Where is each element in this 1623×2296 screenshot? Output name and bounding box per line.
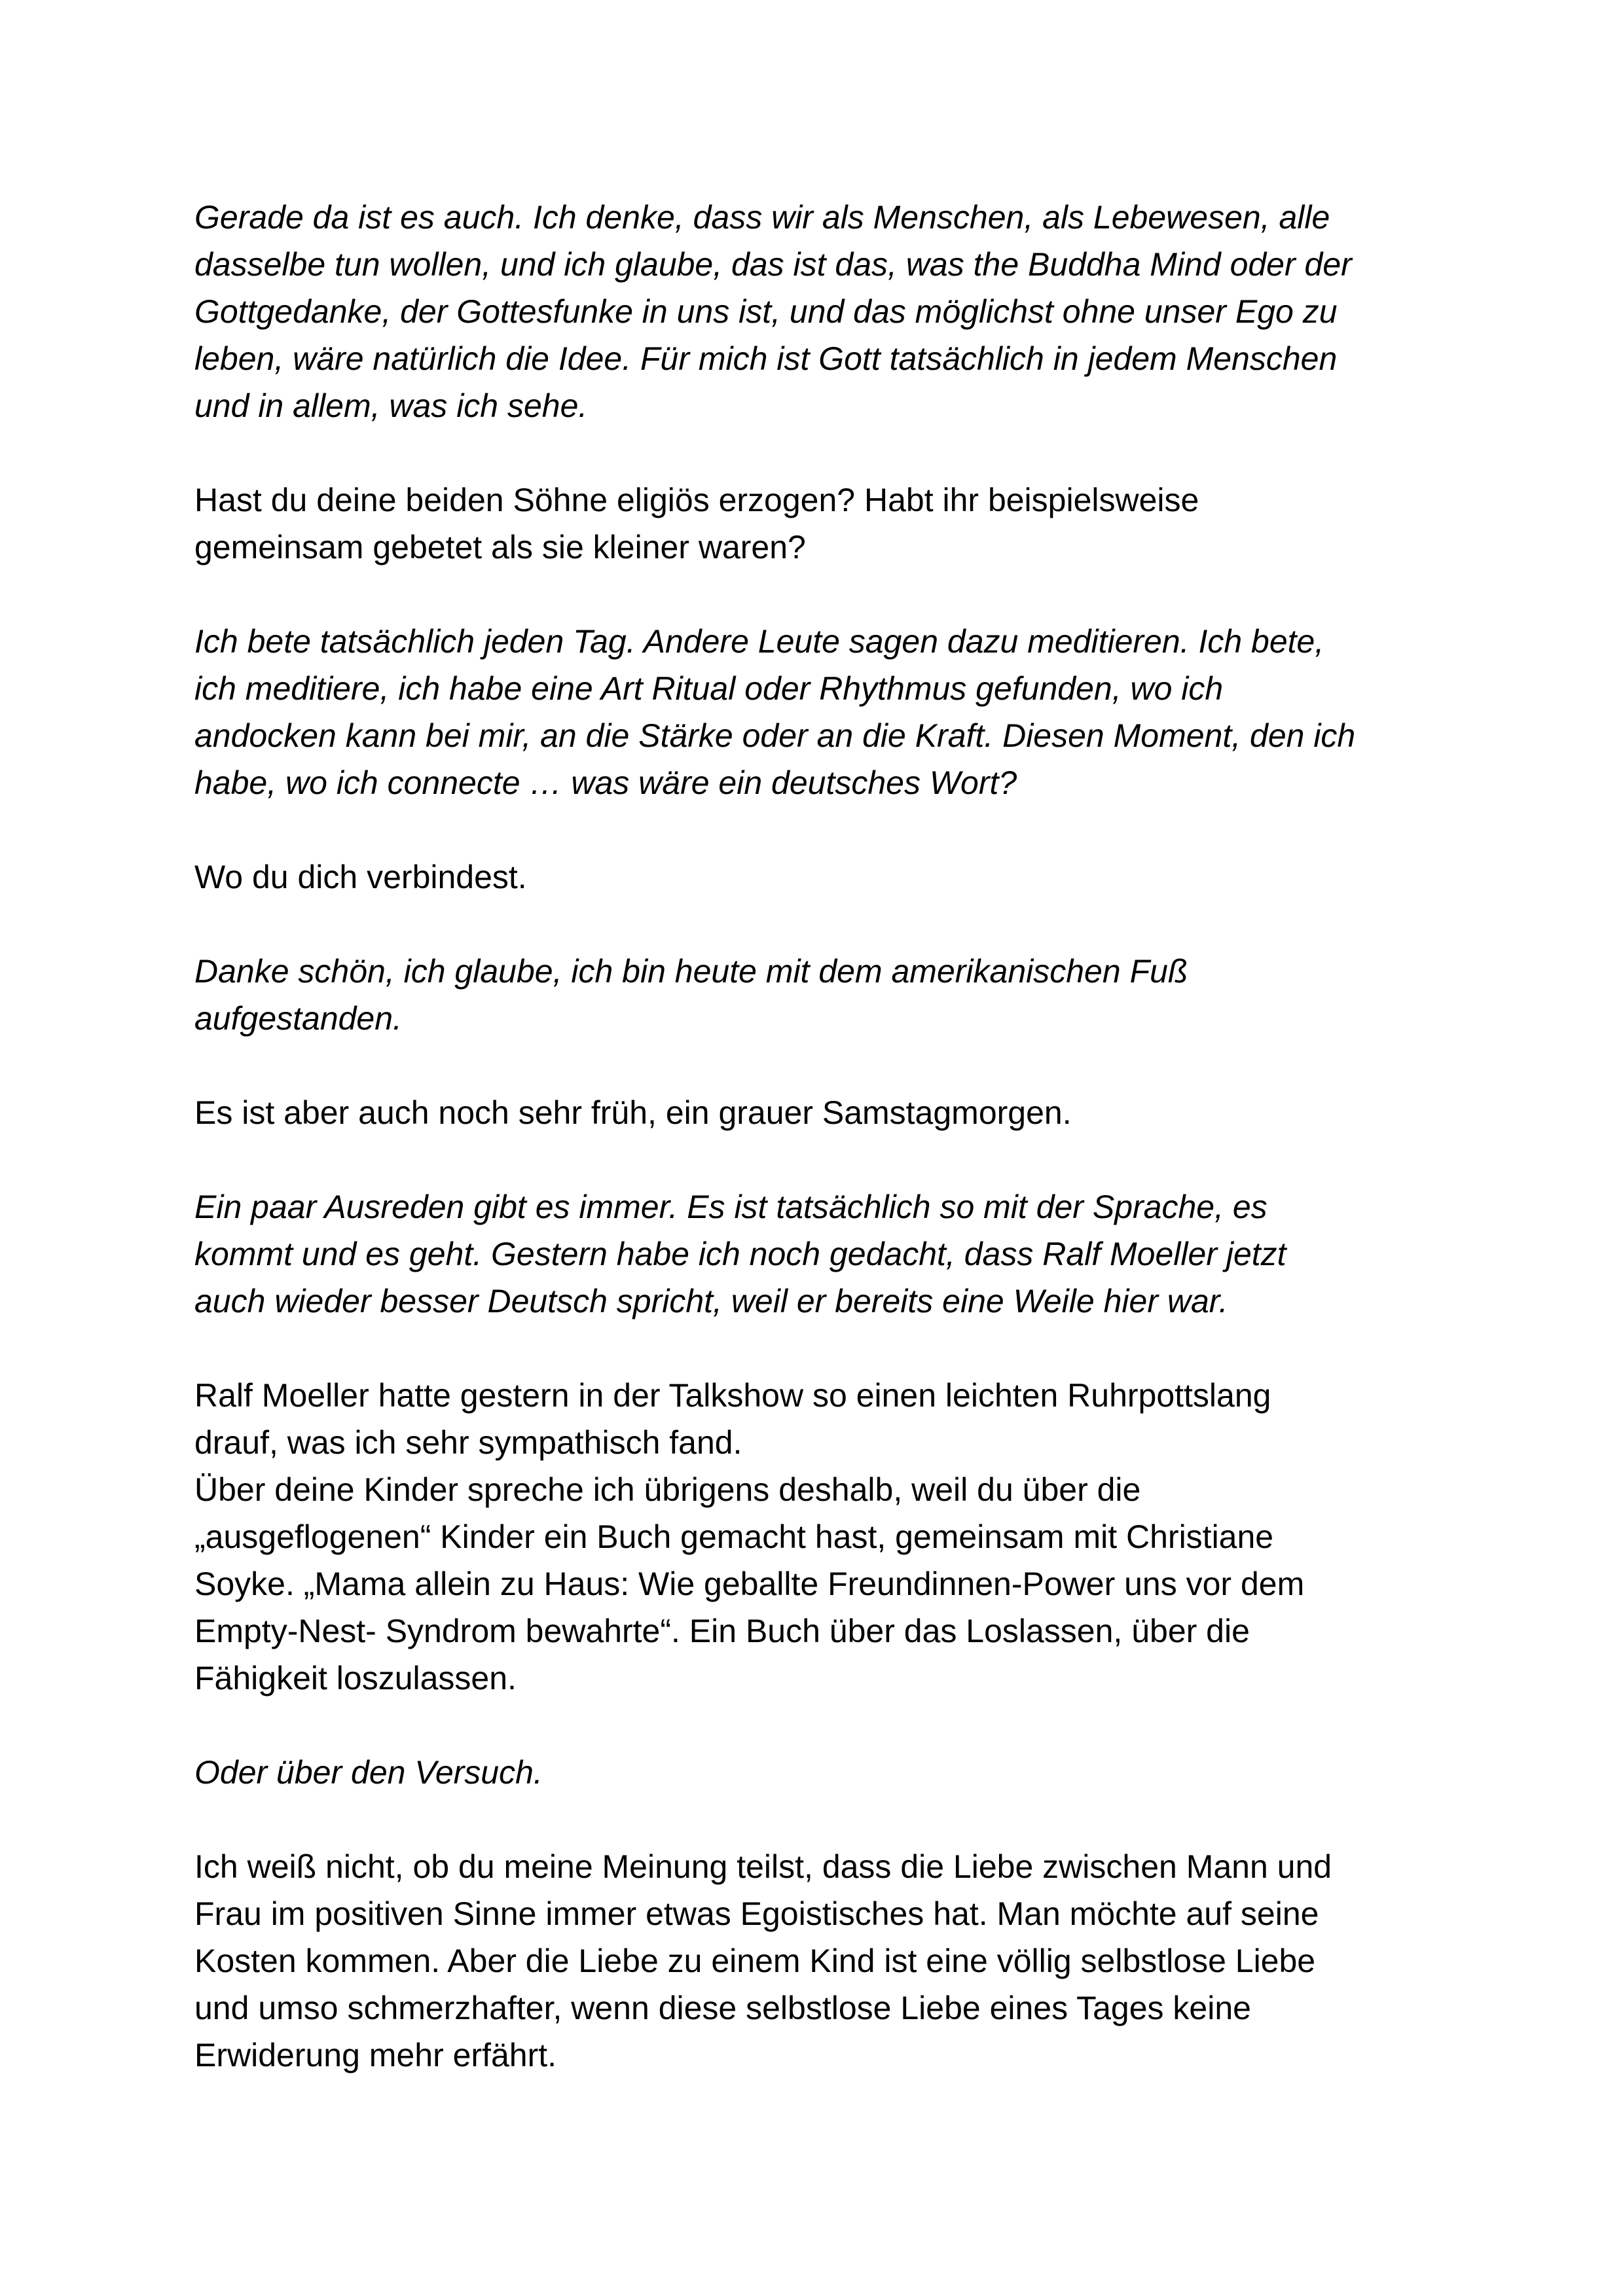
answer-paragraph-2: Ich bete tatsächlich jeden Tag. Andere Leute sagen dazu meditieren. Ich bete, ich meditiere, ich habe eine Art Ritual oder Rhythmus gefunden, wo ich andocken kann bei mir, an die Stärke oder an die Kraft. Diesen Moment, den ich habe, wo ich connecte … was wäre ein deutsches Wort? bbox=[194, 623, 1356, 801]
answer-paragraph-3: Danke schön, ich glaube, ich bin heute mit dem amerikanischen Fuß aufgestanden. bbox=[194, 953, 1188, 1037]
answer-paragraph-4: Ein paar Ausreden gibt es immer. Es ist tatsächlich so mit der Sprache, es kommt und es geht. Gestern habe ich noch gedacht, dass Ralf Moeller jetzt auch wieder besser Deutsch spricht, weil er bereits eine Weile hier war. bbox=[194, 1189, 1286, 1319]
question-paragraph-4a: Ralf Moeller hatte gestern in der Talkshow so einen leichten Ruhrpottslang drauf, was ich sehr sympathisch fand. bbox=[194, 1377, 1271, 1461]
question-paragraph-1: Hast du deine beiden Söhne eligiös erzogen? Habt ihr beispielsweise gemeinsam gebetet als sie kleiner waren? bbox=[194, 482, 1199, 565]
question-paragraph-5: Ich weiß nicht, ob du meine Meinung teilst, dass die Liebe zwischen Mann und Frau im positiven Sinne immer etwas Egoistisches hat. Man möchte auf seine Kosten kommen. Aber die Liebe zu einem Kind ist eine völlig selbstlose Liebe und umso schmerzhafter, wenn diese selbstlose Liebe eines Tages keine Erwiderung mehr erfährt. bbox=[194, 1848, 1332, 2073]
answer-paragraph-1: Gerade da ist es auch. Ich denke, dass wir als Menschen, als Lebewesen, alle dasselbe tun wollen, und ich glaube, das ist das, was the Buddha Mind oder der Gottgedanke, der Gottesfunke in uns ist, und das möglichst ohne unser Ego zu leben, wäre natürlich die Idee. Für mich ist Gott tatsächlich in jedem Menschen und in allem, was ich sehe. bbox=[194, 199, 1352, 424]
question-paragraph-4b: Über deine Kinder spreche ich übrigens deshalb, weil du über die „ausgeflogenen“ Kinder ein Buch gemacht hast, gemeinsam mit Christiane Soyke. „Mama allein zu Haus: Wie geballte Freundinnen-Power uns vor dem Empty-Nest- Syndrom bewahrte“. Ein Buch über das Loslassen, über die Fähigkeit loszulassen. bbox=[194, 1471, 1305, 1696]
question-paragraph-3: Es ist aber auch noch sehr früh, ein grauer Samstagmorgen. bbox=[194, 1094, 1072, 1131]
interview-text bbox=[194, 194, 1438, 2126]
question-paragraph-2: Wo du dich verbindest. bbox=[194, 859, 527, 895]
answer-paragraph-5: Oder über den Versuch. bbox=[194, 1754, 543, 1791]
